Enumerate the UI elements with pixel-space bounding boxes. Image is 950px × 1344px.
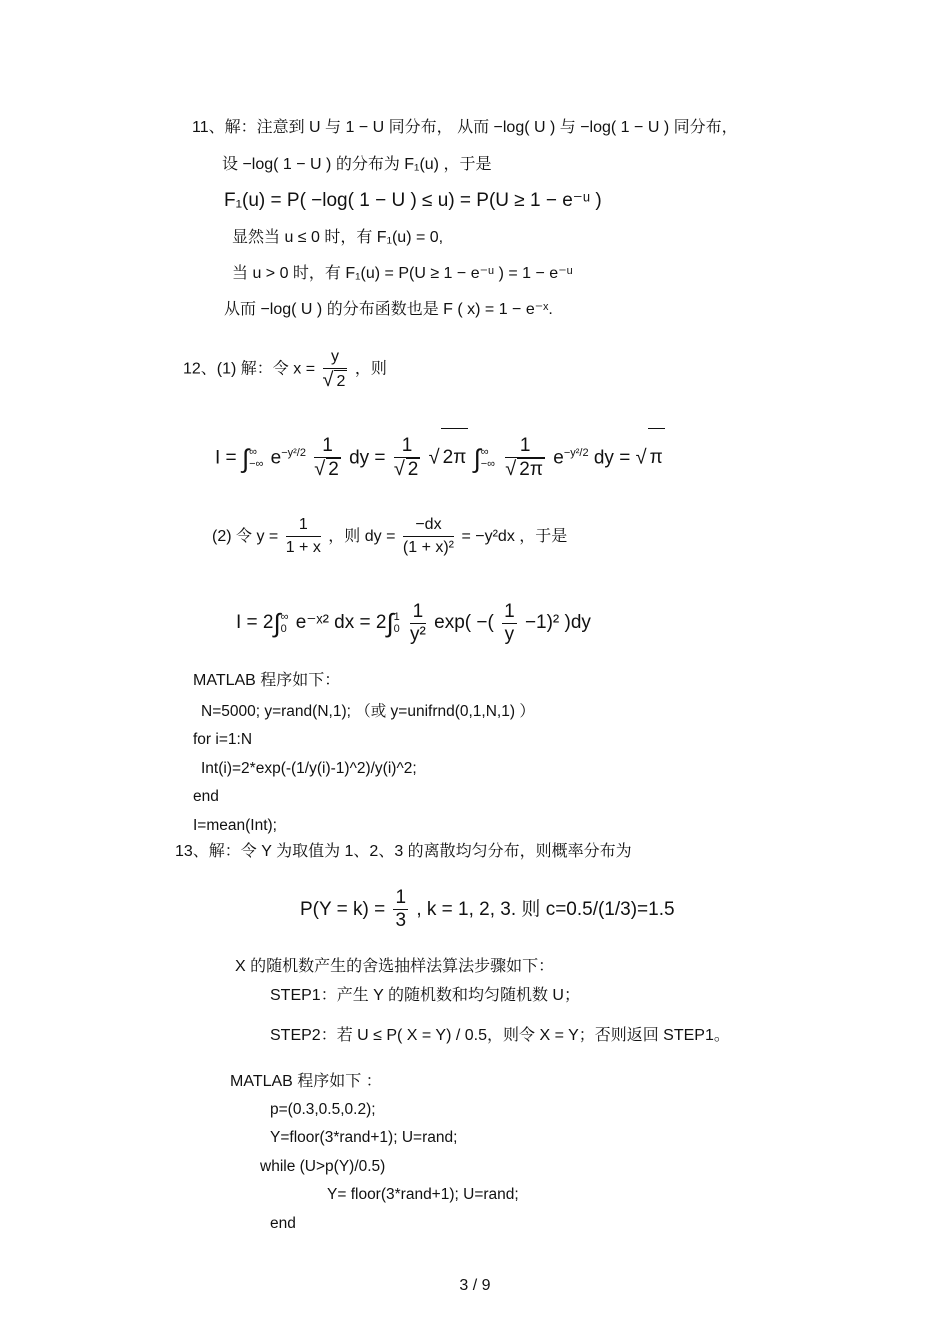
integral-sign-3: ∫ (273, 608, 281, 638)
p13-code-line-5: end (270, 1215, 296, 1232)
eq1-lhs: I = (215, 447, 237, 469)
p12-dy-fraction: $\frac{-dx}{\text{(1 + x)²}}$ (402, 516, 455, 557)
p11-equation-1: F₁(u) = P( −log( 1 − U ) ≤ u) = P(U ≥ 1 − e⁻ᵘ ) (224, 190, 602, 211)
p12-substitution-2: $\frac{1}{1 + x}$ (285, 516, 321, 557)
p12-line-2: (2) 令 y = $\frac{1}{1 + x}$ ，则 dy = $\frac{-dx}{\text{(1 + x)²}}$ = −y²dx ，于是 (212, 513, 567, 561)
p12-line-1-post: ，则 (354, 360, 387, 378)
p12-substitution-fraction (323, 346, 348, 393)
p12-code-line-1: N=5000; y=rand(N,1); （或 y=unifrnd(0,1,N,1) ） (201, 703, 535, 720)
p13-code-line-2: Y=floor(3*rand+1); U=rand; (270, 1129, 458, 1146)
p13-equation: P(Y = k) = $\frac{1}{3}$ , k = 1, 2, 3. 则 c=0.5/(1/3)=1.5 (300, 887, 675, 932)
p11-line-4: 显然当 u ≤ 0 时，有 F₁(u) = 0, (232, 229, 444, 246)
eq1-sqrt-2pi: 2π (441, 428, 469, 487)
eq2-fraction-1: $\frac{1}{\text{y²}}$ (410, 600, 426, 645)
eq1-dy-2: dy = (593, 447, 631, 469)
eq1-dy: dy = (349, 447, 386, 469)
p13-step-1: STEP1：产生 Y 的随机数和均匀随机数 U； (270, 987, 580, 1004)
p13-code-line-3: while (U>p(Y)/0.5) (260, 1158, 386, 1175)
p12-code-line-5: I=mean(Int); (193, 817, 277, 834)
p11-line-2: 设 −log( 1 − U ) 的分布为 F₁(u) ，于是 (222, 156, 492, 173)
p12-line-1-pre: 12、(1) 解：令 x = (183, 360, 316, 378)
integral-sign-4: ∫ (386, 608, 394, 638)
p12-line-1 (183, 346, 387, 393)
p13-code-line-1: p=(0.3,0.5,0.2); (270, 1101, 376, 1118)
page-number: 3 / 9 (459, 1277, 491, 1294)
p13-step-2: STEP2：若 U ≤ P( X = Y) / 0.5，则令 X = Y；否则返回 STEP1。 (270, 1027, 730, 1044)
p11-line-5: 当 u > 0 时，有 F₁(u) = P(U ≥ 1 − e⁻ᵘ ) = 1 − e⁻ᵘ (232, 265, 573, 282)
eq1-exponent: −y²/2 (281, 447, 306, 459)
p12-code-line-4: end (193, 788, 219, 805)
p12-equation-1: I = ∫ ∞ −∞ $e^{-y^2/2}$ $\frac{1}{√ 2}$ dy = $\frac{1}{√ 2}$ √ 2π ∫ ∞ −∞ $\frac{1}{√ 2\pi}$ $e^{-y^2/2}$ dy = √ π (215, 424, 665, 487)
eq1-fraction-1: $\frac{1}{√ 2}$ (314, 435, 339, 481)
eq1-e: e (270, 447, 282, 469)
eq1-sqrt-pi: π (648, 428, 665, 487)
p11-line-6: 从而 −log( U ) 的分布函数也是 F ( x) = 1 − e⁻ˣ. (224, 301, 553, 318)
eq1-fraction-3: $\frac{1}{√ 2\pi}$ (505, 435, 543, 481)
p12-matlab-title: MATLAB 程序如下： (193, 672, 341, 689)
p11-line-1: 11、解：注意到 U 与 1 − U 同分布， 从而 −log( U ) 与 −log( 1 − U ) 同分布， (192, 119, 738, 136)
p13-line-1: 13、解：令 Y 为取值为 1、2、3 的离散均匀分布，则概率分布为 (175, 843, 632, 860)
p13-fraction: $\frac{1}{3}$ (395, 887, 407, 932)
integral-limits: ∞ −∞ (249, 446, 264, 471)
p13-code-line-4: Y= floor(3*rand+1); U=rand; (327, 1186, 519, 1203)
p12-equation-2: I = 2∫ ∞ 0 e⁻ˣ² dx = 2∫ 1 0 $\frac{1}{\text{y²}}$ exp( −( $\frac{1}{y}$ −1)² )dy (236, 600, 591, 645)
eq2-fraction-2: $\frac{1}{y}$ (504, 600, 515, 645)
integral-sign-2: ∫ (473, 443, 481, 474)
p13-line-2: X 的随机数产生的舍选抽样法算法步骤如下： (235, 958, 555, 975)
p12-code-line-3: Int(i)=2*exp(-(1/y(i)-1)^2)/y(i)^2; (201, 760, 417, 777)
p13-matlab-title: MATLAB 程序如下 ： (230, 1073, 382, 1090)
integral-sign: ∫ (241, 443, 250, 474)
eq1-fraction-2: $\frac{1}{√ 2}$ (393, 435, 419, 481)
p12-sub-num: y (323, 346, 348, 369)
p12-code-line-2: for i=1:N (193, 731, 253, 748)
p12-sub-den: √ 2 (322, 369, 346, 391)
